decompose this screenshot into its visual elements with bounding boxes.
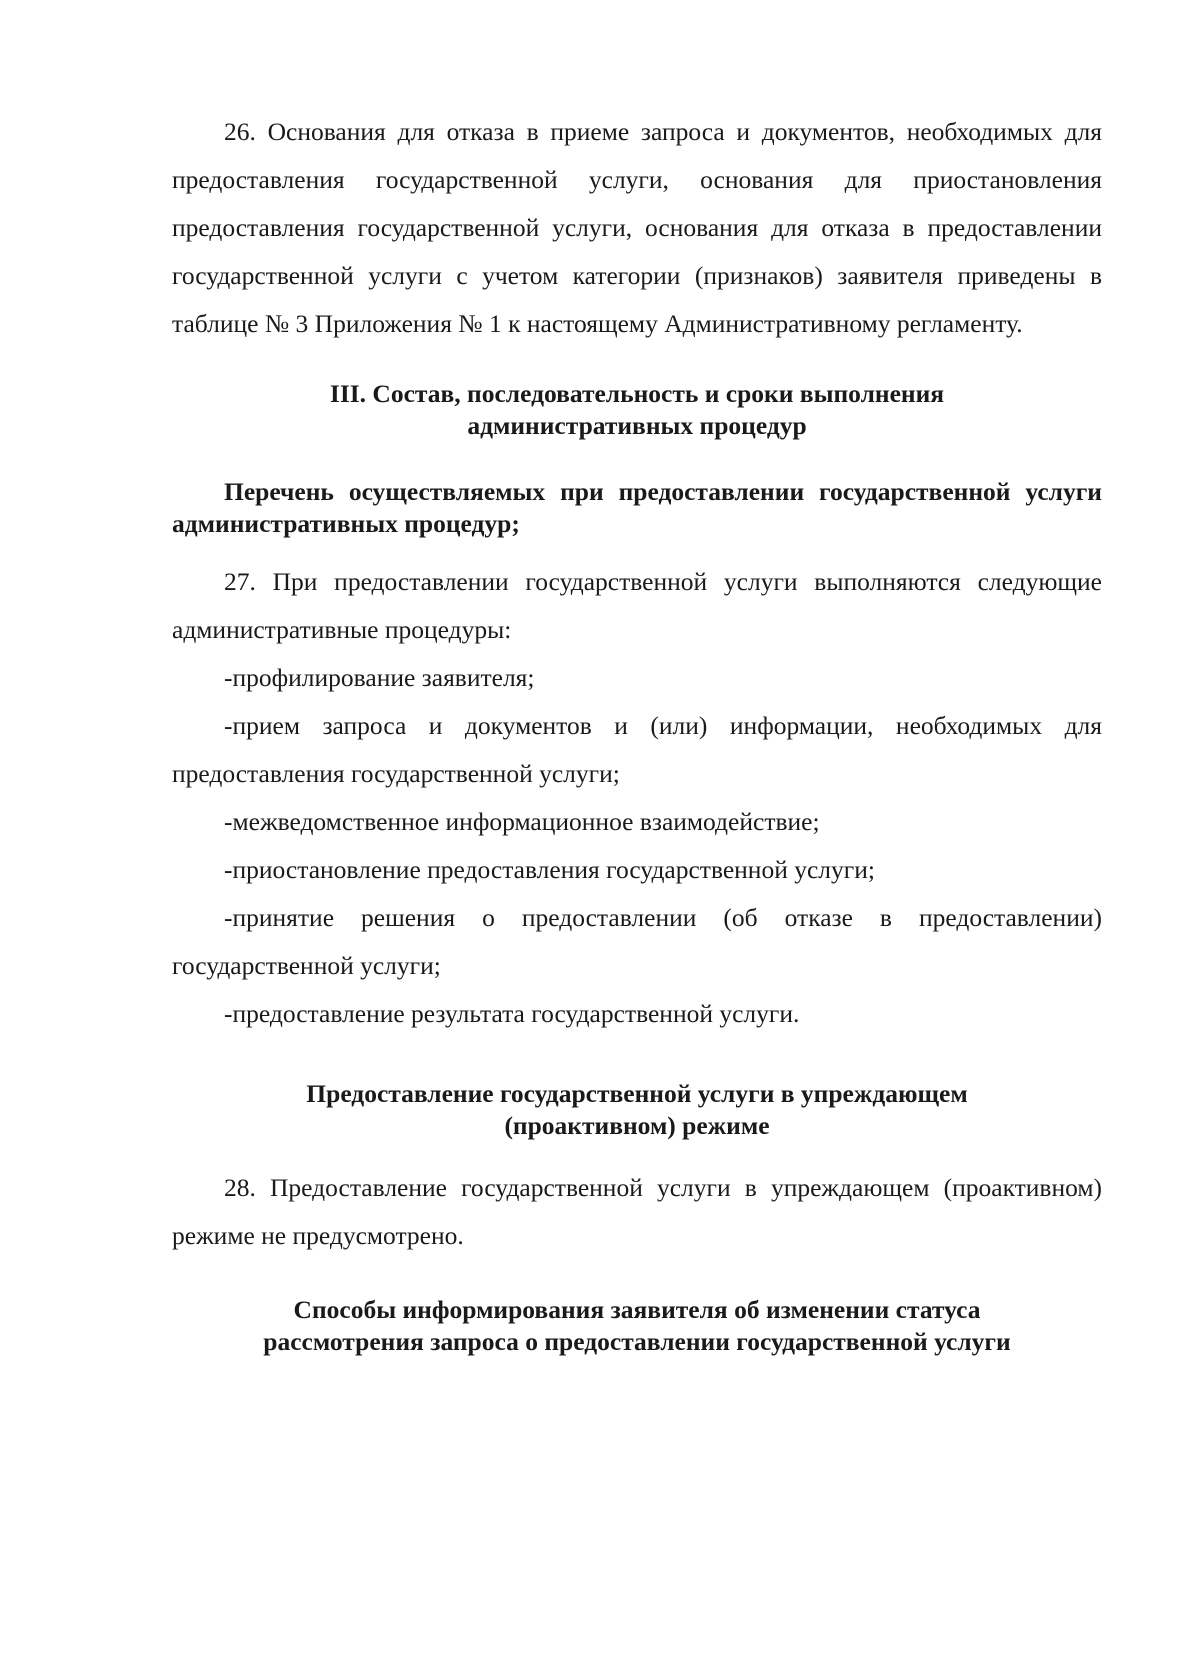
procedure-item: -профилирование заявителя; [224,663,535,692]
procedure-item: -предоставление результата государственной услуги. [224,999,800,1028]
procedure-item: -прием запроса и документов и (или) информации, необходимых для предоставления государственной услуги; [172,711,1102,788]
procedures-list-heading: Перечень осуществляемых при предоставлении государственной услуги административных процедур; [172,477,1102,538]
paragraph-28: 28. Предоставление государственной услуги в упреждающем (проактивном) режиме не предусмотрено. [172,1173,1102,1250]
section-iii-title-line2: административных процедур [467,411,807,440]
procedure-item: -межведомственное информационное взаимодействие; [224,807,820,836]
proactive-heading-line2: (проактивном) режиме [504,1111,770,1140]
paragraph-26: 26. Основания для отказа в приеме запроса и документов, необходимых для предоставления государственной услуги, основания для приостановления предоставления государственной услуги, основания для отказа в предоставлении государственной услуги с учетом категории (признаков) заявителя приведены в таблице № 3 Приложения № 1 к настоящему Административному регламенту. [172,117,1102,338]
proactive-heading-line1: Предоставление государственной услуги в упреждающем [306,1079,968,1108]
procedure-item: -приостановление предоставления государственной услуги; [224,855,875,884]
procedure-item: -принятие решения о предоставлении (об отказе в предоставлении) государственной услуги; [172,903,1102,980]
section-iii-title-line1: III. Состав, последовательность и сроки выполнения [329,379,945,408]
document-page [172,108,1102,1358]
inform-heading-line2: рассмотрения запроса о предоставлении государственной услуги [263,1327,1011,1356]
paragraph-27-intro: 27. При предоставлении государственной услуги выполняются следующие административные процедуры: [172,567,1102,644]
inform-heading-line1: Способы информирования заявителя об изменении статуса [293,1295,981,1324]
